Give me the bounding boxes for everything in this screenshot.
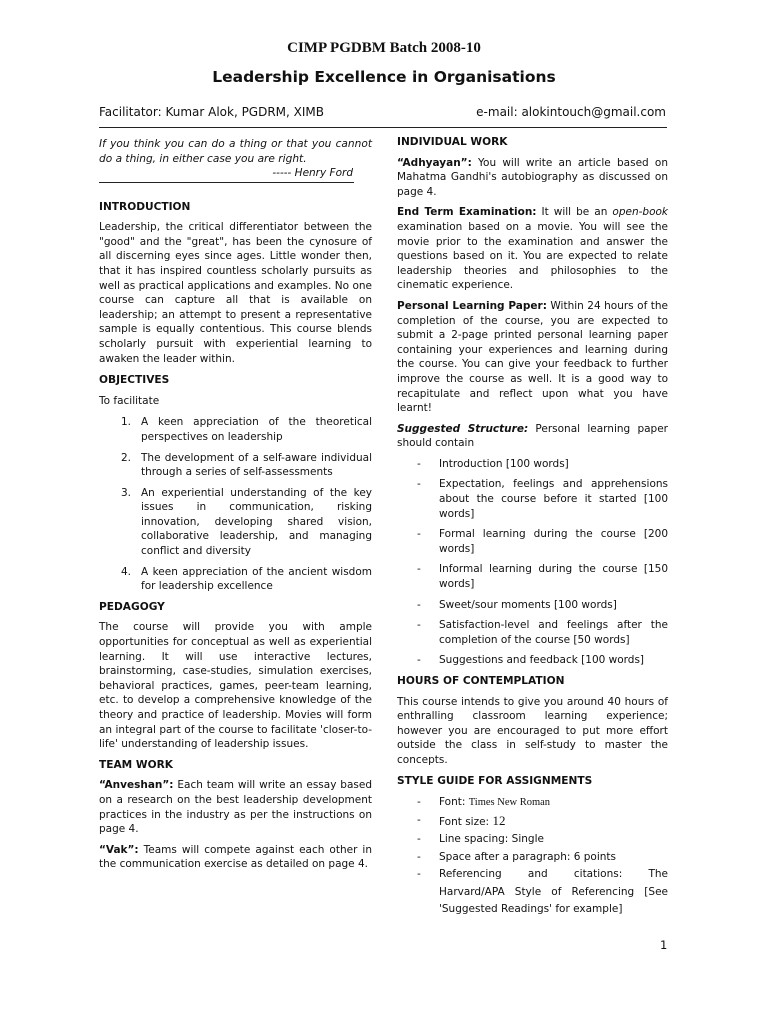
- individual-work-heading: INDIVIDUAL WORK: [397, 136, 508, 148]
- list-text: An experiential understanding of the key issues in communication, risking innovation, developing shared vision, collaborative leadership, and managing conflict and diversity: [141, 486, 372, 558]
- adhyayan-text: You will write an article based on Mahatma Gandhi's autobiography as discussed on page 4.: [397, 156, 668, 198]
- list-item: [417, 598, 668, 613]
- anveshan-paragraph: [99, 778, 372, 836]
- anveshan-text: Each team will write an essay based on a research on the best leadership development practices in the industry as per the instructions on page 4.: [99, 779, 372, 836]
- email-text: e-mail: alokintouch@gmail.com: [476, 105, 666, 119]
- list-item: [417, 618, 668, 647]
- list-item: [121, 486, 372, 559]
- personal-paper-paragraph: [397, 299, 668, 416]
- end-term-text: It will be an: [536, 206, 613, 219]
- list-number: 3.: [121, 486, 132, 499]
- dash-bullet: -: [417, 478, 421, 491]
- list-text: Expectation, feelings and apprehensions about the course before it started [100 words]: [439, 478, 668, 520]
- font-size-value: 12: [492, 812, 506, 828]
- list-item: [121, 565, 372, 594]
- style-guide-list: [397, 794, 668, 919]
- end-term-text-cont: examination based on a movie. You will see the movie prior to the examination and answer the questions based on it. You are expected to relate leadership theories and philosophies to the cinematic experience.: [397, 220, 668, 292]
- list-item: [417, 653, 668, 668]
- personal-paper-text: Within 24 hours of the completion of the course, you are expected to submit a 2-page printed personal learning paper containing your experiences and learning during the course. You can give your feedback to further improve the course as well. It is a good way to recapitulate and reflect upon what you have learnt!: [397, 299, 668, 415]
- list-item: [417, 812, 668, 832]
- objectives-list: [99, 415, 372, 594]
- introduction-text: Leadership, the critical differentiator between the "good" and the "great", has been the cynosure of all discerning eyes since ages. Little wonder then, that it has inspired countless scholarly pursuits as well as practical applications and examples. No one course can capture all that is available on leadership; an attempt to present a representative sample is equally contentious. This course blends scholarly pursuit with experiential learning to awaken the leader within.: [99, 221, 372, 365]
- list-text: Satisfaction-level and feelings after the completion of the course [50 words]: [439, 619, 668, 646]
- list-text: Formal learning during the course [200 words]: [439, 528, 668, 555]
- dash-bullet: -: [417, 528, 421, 541]
- right-column: [397, 135, 668, 919]
- objectives-heading: OBJECTIVES: [99, 374, 170, 387]
- contemplation-heading: HOURS OF CONTEMPLATION: [397, 675, 565, 687]
- list-item: [417, 794, 668, 812]
- personal-paper-label: Personal Learning Paper:: [397, 299, 547, 312]
- list-item: [417, 527, 668, 556]
- dash-bullet: -: [417, 457, 421, 470]
- adhyayan-label: “Adhyayan”:: [397, 156, 472, 169]
- list-text: The development of a self-aware individual through a series of self-assessments: [141, 451, 372, 479]
- list-item: [417, 457, 668, 472]
- style-guide-heading: STYLE GUIDE FOR ASSIGNMENTS: [397, 774, 593, 787]
- quote-text: If you think you can do a thing or that you cannot do a thing, in either case you are right.: [99, 138, 372, 165]
- quote-rule: [99, 182, 354, 183]
- facilitator-row: [99, 105, 666, 119]
- facilitator-text: Facilitator: Kumar Alok, PGDRM, XIMB: [99, 105, 325, 119]
- list-text: [439, 812, 668, 832]
- suggested-structure-text: Personal learning paper should contain: [397, 422, 668, 450]
- dash-bullet: -: [417, 833, 421, 846]
- page-number: 1: [660, 938, 668, 952]
- list-number: 1.: [121, 416, 132, 429]
- end-term-label: End Term Examination:: [397, 206, 537, 219]
- font-value: Times New Roman: [468, 797, 551, 809]
- end-term-paragraph: [397, 205, 668, 293]
- vak-label: “Vak”:: [99, 843, 139, 856]
- list-item: [417, 866, 668, 919]
- dash-bullet: -: [417, 796, 421, 809]
- left-column: [99, 135, 372, 872]
- list-text: Sweet/sour moments [100 words]: [439, 598, 617, 611]
- list-item: [417, 831, 668, 849]
- vak-text: Teams will compete against each other in the communication exercise as detailed on page 4.: [99, 843, 372, 871]
- pedagogy-heading: PEDAGOGY: [99, 600, 165, 613]
- list-text: Line spacing: Single: [439, 833, 544, 846]
- dash-bullet: -: [417, 813, 421, 826]
- vak-paragraph: [99, 843, 372, 872]
- list-text: A keen appreciation of the theoretical perspectives on leadership: [141, 416, 372, 443]
- list-text: Introduction [100 words]: [439, 457, 569, 470]
- suggested-structure-paragraph: [397, 422, 668, 451]
- list-text: A keen appreciation of the ancient wisdom for leadership excellence: [141, 565, 372, 593]
- list-item: [417, 849, 668, 867]
- team-work-heading: TEAM WORK: [99, 758, 173, 771]
- list-item: [417, 562, 668, 591]
- list-text: Suggestions and feedback [100 words]: [439, 654, 645, 667]
- structure-list: [397, 457, 668, 668]
- dash-bullet: -: [417, 598, 421, 611]
- list-text: Referencing and citations: The Harvard/APA Style of Referencing [See 'Suggested Readings' for example]: [439, 868, 668, 916]
- adhyayan-paragraph: [397, 156, 668, 200]
- dash-bullet: -: [417, 619, 421, 632]
- dash-bullet: -: [417, 868, 421, 881]
- list-item: [121, 415, 372, 444]
- batch-title: CIMP PGDBM Batch 2008-10: [287, 40, 481, 56]
- quote-author: ----- Henry Ford: [272, 167, 353, 179]
- header-rule: [99, 127, 667, 128]
- dash-bullet: -: [417, 850, 421, 863]
- list-text: Informal learning during the course [150 words]: [439, 563, 668, 591]
- open-book-text: open-book: [612, 206, 668, 219]
- suggested-structure-label: Suggested Structure:: [397, 422, 529, 435]
- pedagogy-text: The course will provide you with ample opportunities for conceptual as well as experiential learning. It will use interactive lectures, brainstorming, case-studies, simulation exercises, behavioral practices, games, peer-team learning, etc. to develop a comprehensive knowledge of the theory and practice of leadership. Movies will form an integral part of the course to facilitate 'closer-to-life' understanding of leadership issues.: [99, 621, 372, 751]
- list-item: [417, 477, 668, 521]
- font-size-label: Font size:: [439, 815, 493, 828]
- list-item: [121, 451, 372, 480]
- list-number: 4.: [121, 565, 132, 578]
- list-number: 2.: [121, 451, 132, 464]
- dash-bullet: -: [417, 563, 421, 576]
- objectives-intro: To facilitate: [99, 394, 160, 407]
- introduction-heading: INTRODUCTION: [99, 200, 191, 213]
- font-label: Font:: [439, 796, 469, 809]
- list-text: [439, 794, 668, 812]
- contemplation-text: This course intends to give you around 40 hours of enthralling classroom learning experience; however you are encouraged to put more effort outside the class in self-study to master the concepts.: [397, 695, 668, 766]
- dash-bullet: -: [417, 654, 421, 667]
- course-title: Leadership Excellence in Organisations: [212, 68, 556, 86]
- anveshan-label: “Anveshan”:: [99, 779, 174, 792]
- list-text: Space after a paragraph: 6 points: [439, 850, 617, 863]
